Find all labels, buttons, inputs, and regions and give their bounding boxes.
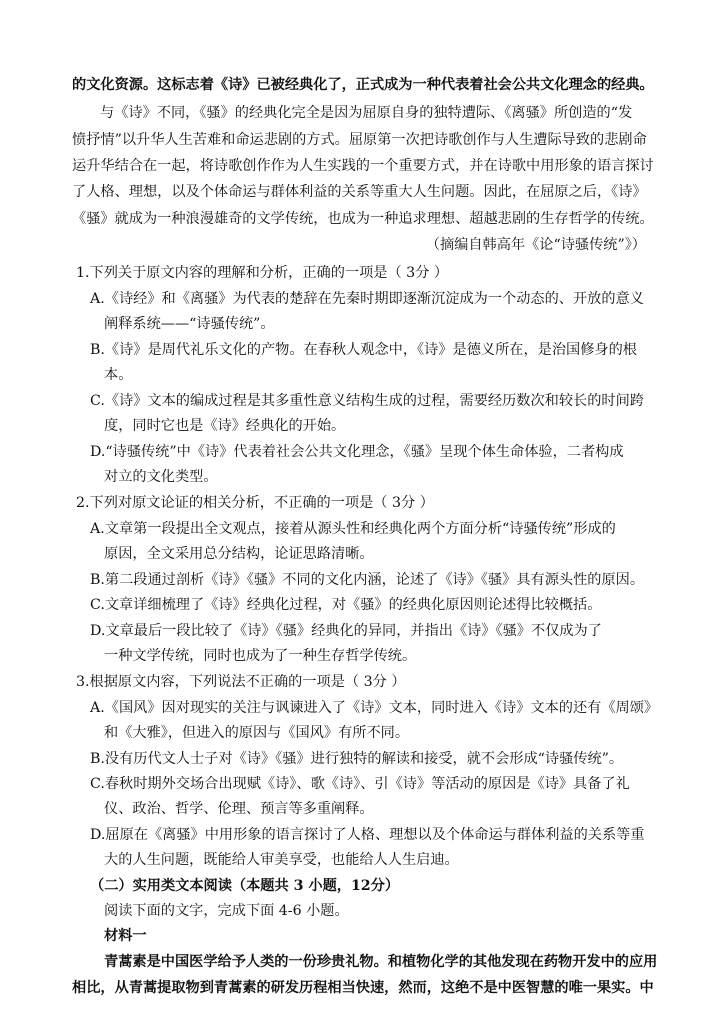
material-line: 相比，从青蒿提取物到青蒿素的研发历程相当快速，然而，这绝不是中医智慧的唯一果实。中 (72, 980, 654, 996)
passage-paragraph-line: 了人格、理想，以及个体命运与群体利益的关系等重大人生问题。因此，在屈原之后，《诗》 (72, 184, 647, 200)
question-2-stem: 2.下列对原文论证的相关分析，不正确的一项是（ 3分 ） (76, 495, 434, 511)
question-2-option-b: B.第二段通过剖析《诗》《骚》不同的文化内涵，论述了《诗》《骚》具有源头性的原因。 (90, 572, 645, 588)
passage-paragraph-line: 愤抒情”以升华人生苦难和命运悲剧的方式。屈原第一次把诗歌创作与人生遭际导致的悲剧命 (72, 132, 647, 148)
passage-paragraph-line: 运升华结合在一起，将诗歌创作作为人生实践的一个重要方式，并在诗歌中用形象的语言探讨 (72, 158, 654, 174)
material-line: 青蒿素是中国医学给予人类的一份珍贵礼物。和植物化学的其他发现在药物开发中的应用 (104, 954, 658, 970)
question-3-option-b: B.没有历代文人士子对《诗》《骚》进行独特的解读和接受，就不会形成“诗骚传统”。 (90, 751, 624, 767)
question-1-option-a-cont: 阐释系统——“诗骚传统”。 (104, 316, 275, 332)
question-3-option-c-cont: 仪、政治、哲学、伦理、预言等多重阐释。 (104, 801, 374, 817)
question-1-option-b: B.《诗》是周代礼乐文化的产物。在春秋人观念中，《诗》是德义所在，是治国修身的根 (90, 342, 637, 358)
question-1-stem: 1.下列关于原文内容的理解和分析，正确的一项是（ 3分 ） (76, 265, 449, 281)
question-3-stem: 3.根据原文内容，下列说法不正确的一项是（ 3分 ） (76, 674, 406, 690)
question-2-option-c: C.文章详细梳理了《诗》经典化过程，对《骚》的经典化原因则论述得比较概括。 (90, 597, 602, 613)
question-2-option-a: A.文章第一段提出全文观点，接着从源头性和经典化两个方面分析“诗骚传统”形成的 (90, 521, 616, 537)
question-1-option-d-cont: 对立的文化类型。 (104, 469, 218, 485)
question-1-option-b-cont: 本。 (104, 367, 133, 383)
question-2-option-d-cont: 一种文学传统，同时也成为了一种生存哲学传统。 (104, 648, 417, 664)
question-2-option-a-cont: 原因，全文采用总分结构，论证思路清晰。 (104, 546, 374, 562)
passage-source: （摘编自韩高年《论“诗骚传统”》） (425, 237, 646, 253)
question-3-option-c: C.春秋时期外交场合出现赋《诗》、歌《诗》、引《诗》等活动的原因是《诗》具备了礼 (90, 776, 630, 792)
section-instruction: 阅读下面的文字，完成下面 4-6 小题。 (104, 903, 349, 919)
passage-paragraph-line: 与《诗》不同，《骚》的经典化完全是因为屈原自身的独特遭际、《离骚》所创造的“发 (100, 105, 633, 121)
question-3-option-d: D.屈原在《离骚》中用形象的语言探讨了人格、理想以及个体命运与群体利益的关系等重 (90, 827, 645, 843)
material-label: 材料一 (104, 928, 147, 944)
question-1-option-c: C.《诗》文本的编成过程是其多重性意义结构生成的过程，需要经历数次和较长的时间跨 (90, 393, 644, 409)
question-3-option-d-cont: 大的人生问题，既能给人审美享受，也能给人人生启迪。 (104, 852, 459, 868)
question-3-option-a-cont: 和《大雅》，但进入的原因与《国风》有所不同。 (104, 725, 410, 741)
question-3-option-a: A.《国风》因对现实的关注与讽谏进入了《诗》文本，同时进入《诗》文本的还有《周颂》 (90, 700, 659, 716)
question-1-option-c-cont: 度，同时它也是《诗》经典化的开始。 (104, 418, 346, 434)
passage-paragraph-line: 《骚》就成为一种浪漫雄奇的文学传统，也成为一种追求理想、超越悲剧的生存哲学的传统。 (72, 211, 654, 227)
question-2-option-d: D.文章最后一段比较了《诗》《骚》经典化的异同，并指出《诗》《骚》不仅成为了 (90, 623, 602, 639)
question-1-option-a: A.《诗经》和《离骚》为代表的楚辞在先秦时期即逐渐沉淀成为一个动态的、开放的意义 (90, 291, 644, 307)
question-1-option-d: D.“诗骚传统”中《诗》代表着社会公共文化理念，《骚》呈现个体生命体验，二者构成 (90, 444, 624, 460)
section-heading: （二）实用类文本阅读（本题共 3 小题，12分） (90, 878, 400, 894)
passage-paragraph-tail: 的文化资源。这标志着《诗》已被经典化了，正式成为一种代表着社会公共文化理念的经典。 (72, 77, 654, 93)
